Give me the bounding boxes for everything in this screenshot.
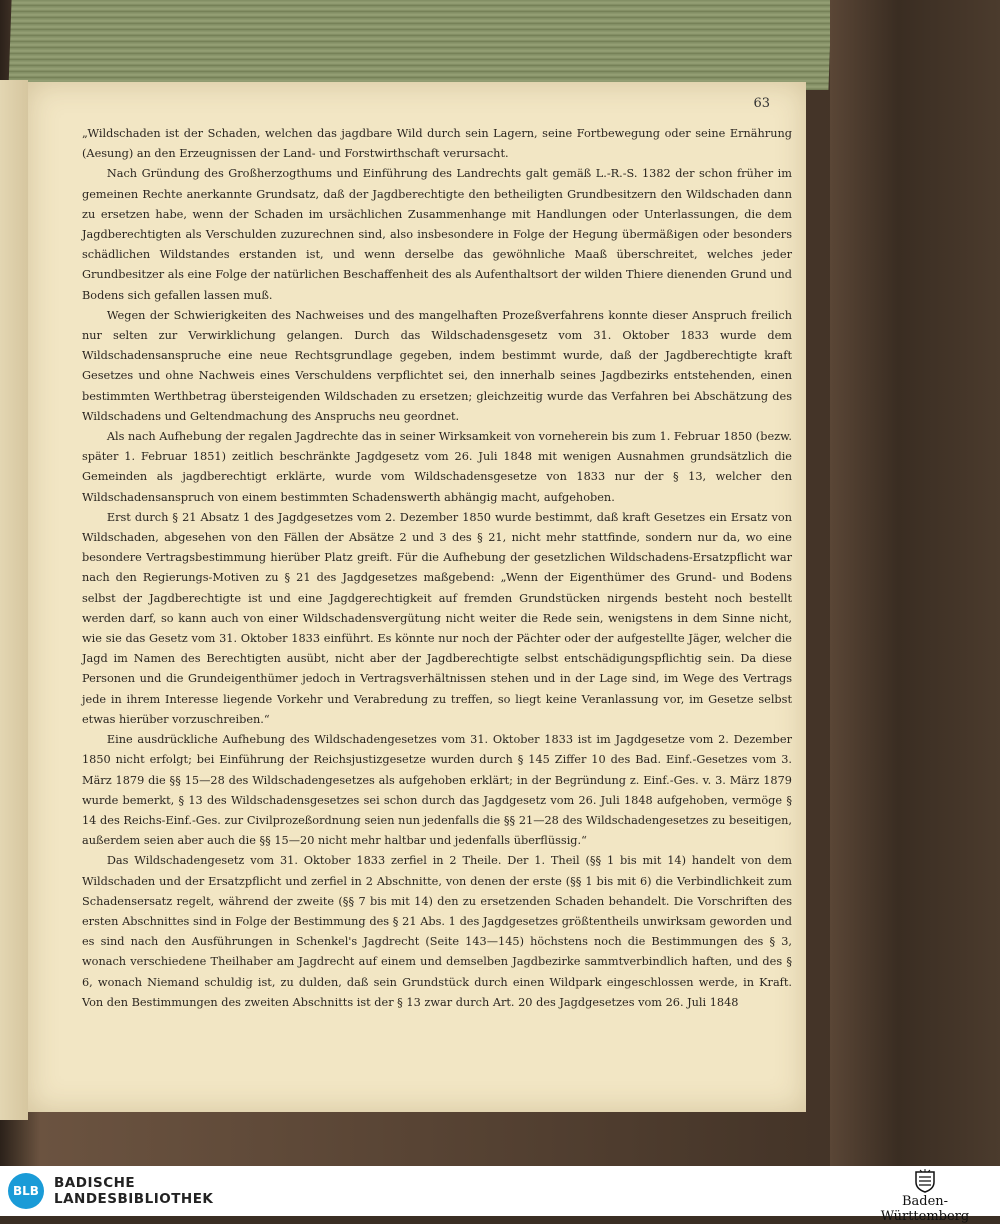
book-page-edges <box>8 0 831 90</box>
paragraph-4: Als nach Aufhebung der regalen Jagdrechte das in seiner Wirksamkeit von vorneherein bis zum 1. Februar 1850 (bezw. später 1. Februar 1851) zeitlich beschränkte Jagdgesetz vom 26. Juli 1848 mit wenigen Ausnahmen grundsätzlich die Gemeinden als jagdberechtigt erklärte, wurde vom Wildschadensgesetze von 1833 nur der § 13, welcher den Wildschadensanspruch von einem bestimmten Schadenswerth abhängig macht, aufgehoben. <box>82 430 792 504</box>
book-cover-right <box>830 0 1000 1166</box>
blb-logo-icon[interactable] <box>8 1173 44 1209</box>
blb-logo-text: BLB <box>13 1184 39 1198</box>
state-label: Baden-Württemberg <box>880 1194 970 1224</box>
viewer-footer <box>0 1166 1000 1224</box>
paragraph-1: „Wildschaden ist der Schaden, welchen das jagdbare Wild durch sein Lagern, seine Fortbewegung oder seine Ernährung (Aesung) an den Erzeugnissen der Land- und Forstwirthschaft verursacht. <box>82 127 792 161</box>
library-name-line2: LANDESBIBLIOTHEK <box>54 1191 214 1207</box>
coat-of-arms-icon <box>914 1169 936 1193</box>
baden-wuerttemberg-logo[interactable] <box>860 1169 990 1224</box>
paragraph-5: Erst durch § 21 Absatz 1 des Jagdgesetzes vom 2. Dezember 1850 wurde bestimmt, daß kraft Gesetzes ein Ersatz von Wildschaden, abgesehen von den Fällen der Absätze 2 und 3 des § 21, nicht mehr stattfinde, sondern nur da, wo eine besondere Vertragsbestimmung hierüber Platz greift. Für die Aufhebung der gesetzlichen Wildschadens-Ersatzpflicht war nach den Regierungs-Motiven zu § 21 des Jagdgesetzes maßgebend: „Wenn der Eigenthümer des Grund- und Bodens selbst der Jagdberechtigte ist und eine Jagdgerechtigkeit auf fremden Grundstücken nirgends besteht noch bestellt werden darf, so kann auch von einer Wildschadensvergütung nicht weiter die Rede sein, wenigstens in dem Sinne nicht, wie sie das Gesetz vom 31. Oktober 1833 einführt. Es könnte nur noch der Pächter oder der aufgestellte Jäger, welcher die Jagd im Namen des Berechtigten ausübt, nicht aber der Jagdberechtigte selbst entschädigungspflichtig sein. Da diese Personen und die Grundeigenthümer jedoch in Vertragsverhältnissen stehen und in der Lage sind, im Wege des Vertrags jede in ihrem Interesse liegende Vorkehr und Verabredung zu treffen, so liegt keine Veranlassung vor, im Gesetze selbst etwas hierüber vorzuschreiben.“ <box>82 510 792 726</box>
book-page <box>28 82 806 1112</box>
paragraph-3: Wegen der Schwierigkeiten des Nachweises und des mangelhaften Prozeßverfahrens konnte dieser Anspruch freilich nur selten zur Verwirklichung gelangen. Durch das Wildschadensgesetz vom 31. Oktober 1833 wurde dem Wildschadensanspruche eine neue Rechtsgrundlage gegeben, indem bestimmt wurde, daß der Jagdberechtigte kraft Gesetzes und ohne Nachweis eines Verschuldens verpflichtet sei, den innerhalb seines Jagdbezirks entstehenden, einen bestimmten Werthbetrag übersteigenden Wildschaden zu ersetzen; gleichzeitig wurde das Verfahren bei Abschätzung des Wildschadens und Geltendmachung des Anspruchs neu geordnet. <box>82 308 792 423</box>
paragraph-7: Das Wildschadengesetz vom 31. Oktober 1833 zerfiel in 2 Theile. Der 1. Theil (§§ 1 bis mit 14) handelt von dem Wildschaden und der Ersatzpflicht und zerfiel in 2 Abschnitte, von denen der erste (§§ 1 bis mit 6) die Verbindlichkeit zum Schadensersatz regelt, während der zweite (§§ 7 bis mit 14) den zu ersetzenden Schaden behandelt. Die Vorschriften des ersten Abschnittes sind in Folge der Bestimmung des § 21 Abs. 1 des Jagdgesetzes größtentheils unwirksam geworden und es sind nach den Ausführungen in Schenkel's Jagdrecht (Seite 143—145) höchstens noch die Bestimmungen des § 3, wonach verschiedene Theilhaber am Jagdrecht auf einem und demselben Jagdbezirke sammtverbindlich haften, und des § 6, wonach Niemand schuldig ist, zu dulden, daß sein Grundstück durch einen Wildpark eingeschlossen werde, in Kraft. Von den Bestimmungen des zweiten Abschnitts ist der § 13 zwar durch Art. 20 des Jagdgesetzes vom 26. Juli 1848 <box>82 854 792 1009</box>
page-number: 63 <box>753 96 770 111</box>
paragraph-6: Eine ausdrückliche Aufhebung des Wildschadengesetzes vom 31. Oktober 1833 ist im Jagdgesetze vom 2. Dezember 1850 nicht erfolgt; bei Einführung der Reichsjustizgesetze wurden durch § 145 Ziffer 10 des Bad. Einf.-Gesetzes vom 3. März 1879 die §§ 15—28 des Wildschadengesetzes als aufgehoben erklärt; in der Begründung z. Einf.-Ges. v. 3. März 1879 wurde bemerkt, § 13 des Wildschadensgesetzes sei schon durch das Jagdgesetz vom 26. Juli 1848 aufgehoben, vermöge § 14 des Reichs-Einf.-Ges. zur Civilprozeßordnung seien nun jedenfalls die §§ 21—28 des Wildschadengesetzes zu beseitigen, außerdem seien aber auch die §§ 15—20 nicht mehr haltbar und jedenfalls überflüssig.“ <box>82 733 792 848</box>
library-name <box>54 1175 213 1207</box>
page-text <box>82 124 792 1013</box>
left-page-edge <box>0 80 28 1120</box>
paragraph-2: Nach Gründung des Großherzogthums und Einführung des Landrechts galt gemäß L.-R.-S. 1382 der schon früher im gemeinen Rechte anerkannte Grundsatz, daß der Jagdberechtigte den betheiligten Grundbesitzern den Wildschaden dann zu ersetzen habe, wenn der Schaden im ursächlichen Zusammenhange mit Handlungen oder Unterlassungen, die dem Jagdberechtigten als Verschulden zuzurechnen sind, also insbesondere in Folge der Hegung übermäßigen oder besonders schädlichen Wildstandes erstanden ist, und wenn derselbe das gewöhnliche Maaß überschreitet, welches jeder Grundbesitzer als eine Folge der natürlichen Beschaffenheit des als Aufenthaltsort der wilden Thiere dienenden Grund und Bodens sich gefallen lassen muß. <box>82 167 792 302</box>
library-name-line1: BADISCHE <box>54 1175 136 1191</box>
